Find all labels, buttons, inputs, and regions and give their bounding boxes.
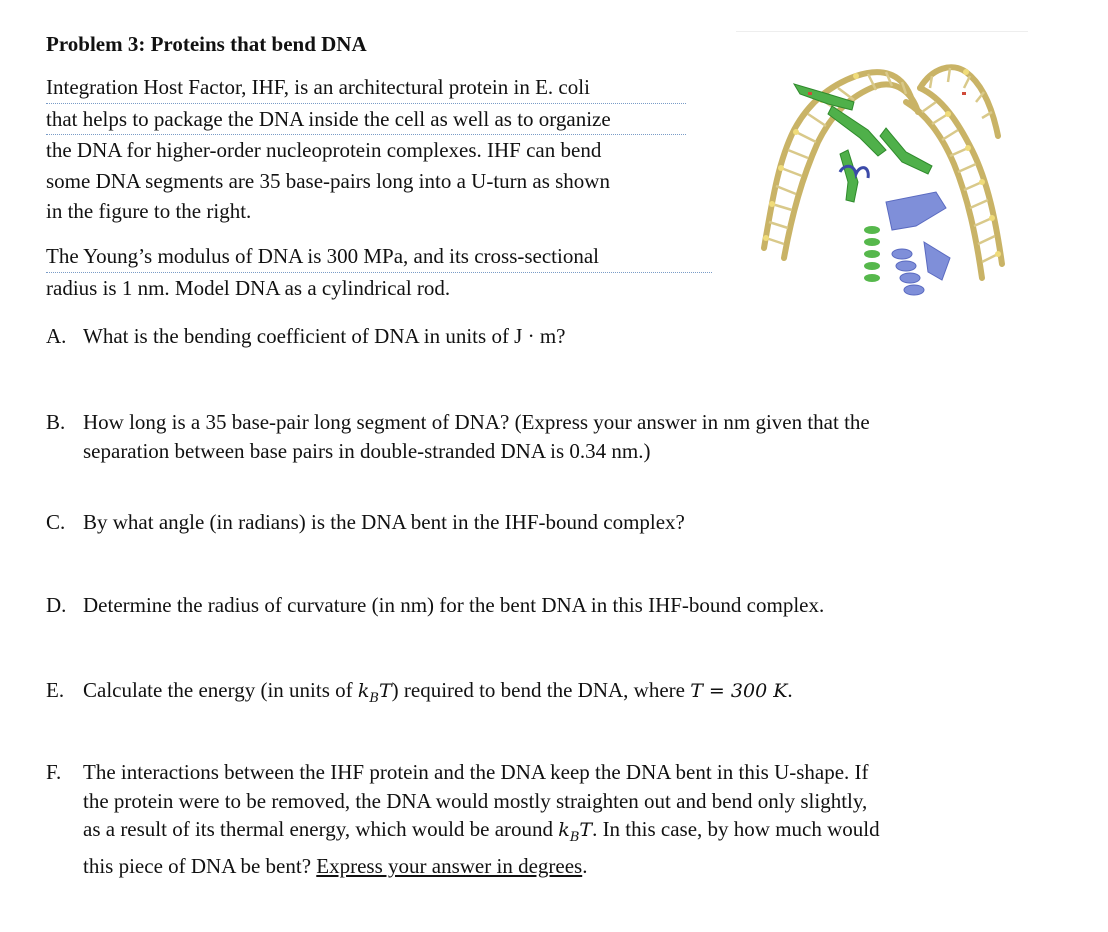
kb-symbol	[558, 819, 593, 845]
problem-title: Problem 3: Proteins that bend DNA	[46, 32, 367, 56]
t-letter: T	[579, 819, 593, 841]
question-label: E.	[46, 678, 65, 702]
model-paragraph	[46, 241, 712, 303]
b-subscript: B	[369, 690, 379, 706]
question-text: Determine the radius of curvature (in nm) for the bent DNA in this IHF-bound complex.	[83, 593, 825, 617]
b-subscript: B	[569, 829, 580, 845]
model-line: radius is 1 nm. Model DNA as a cylindrical rod.	[46, 275, 451, 300]
question-text-part: this piece of DNA be bent?	[83, 854, 317, 879]
question-text: the protein were to be removed, the DNA would mostly straighten out and bend only slightly,	[83, 788, 868, 813]
intro-line: that helps to package the DNA inside the cell as well as to organize	[46, 104, 686, 136]
t-letter: T	[378, 680, 392, 702]
k-letter: k	[357, 680, 370, 702]
question-label: D.	[46, 593, 67, 617]
intro-paragraph	[46, 72, 686, 227]
question-text-part: as a result of its thermal energy, which would be around	[83, 817, 559, 841]
k-letter: k	[558, 819, 570, 841]
question-text-part: .	[582, 854, 588, 879]
underlined-instruction: Express your answer in degrees	[316, 854, 583, 879]
model-line: The Young’s modulus of DNA is 300 MPa, and its cross-sectional	[46, 241, 712, 273]
intro-line: in the figure to the right.	[46, 199, 252, 223]
intro-line: some DNA segments are 35 base-pairs long into a U-turn as shown	[46, 168, 610, 193]
intro-line: Integration Host Factor, IHF, is an architectural protein in E. coli	[46, 72, 686, 104]
kb-symbol	[357, 680, 392, 706]
question-text-part: Calculate the energy (in units of	[83, 678, 358, 702]
ihf-dna-structure-image	[736, 32, 1028, 308]
intro-line: the DNA for higher-order nucleoprotein complexes. IHF can bend	[46, 138, 602, 162]
question-text-part: .	[787, 678, 793, 702]
question-text	[83, 815, 880, 852]
question-text	[83, 852, 880, 881]
temperature-equation: T = 300 K	[690, 680, 788, 702]
question-label: F.	[46, 760, 62, 784]
question-text	[83, 676, 793, 713]
dna-protein-figure	[736, 32, 1028, 308]
question-text-part: ) required to bend the DNA, where	[391, 678, 691, 702]
question-label: C.	[46, 510, 66, 534]
question-text: separation between base pairs in double-stranded DNA is 0.34 nm.)	[83, 438, 651, 463]
question-text: How long is a 35 base-pair long segment of DNA? (Express your answer in nm given that the	[83, 410, 870, 434]
question-text: The interactions between the IHF protein and the DNA keep the DNA bent in this U-shape. If	[83, 760, 869, 784]
question-label: A.	[46, 324, 67, 348]
question-text-part: . In this case, by how much would	[592, 817, 880, 841]
question-label: B.	[46, 410, 66, 434]
question-text: By what angle (in radians) is the DNA bent in the IHF-bound complex?	[83, 510, 685, 534]
question-text: What is the bending coefficient of DNA in units of J · m?	[83, 324, 566, 348]
